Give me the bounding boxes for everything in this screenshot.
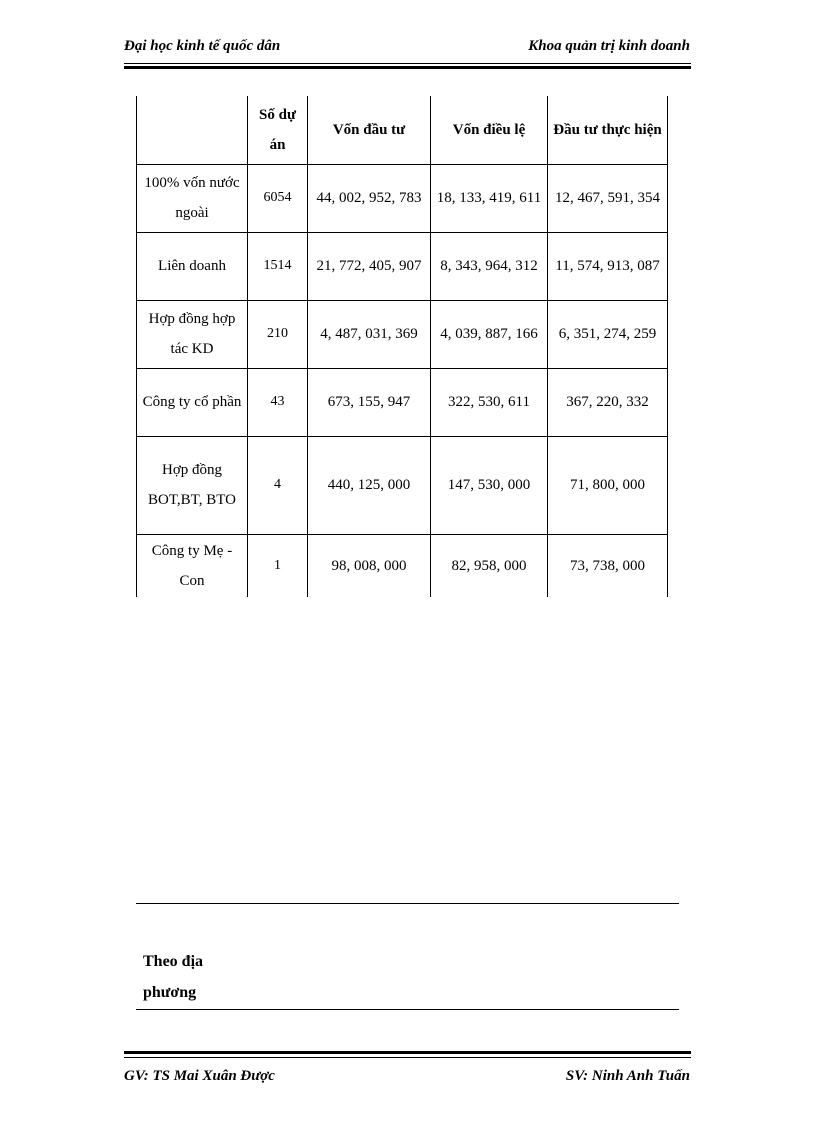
footer-supervisor: GV: TS Mai Xuân Được <box>124 1068 275 1084</box>
header-faculty: Khoa quản trị kinh doanh <box>528 38 690 54</box>
column-header-investment: Vốn đầu tư <box>308 96 431 164</box>
cell-charter: 4, 039, 887, 166 <box>431 300 548 368</box>
cell-charter: 18, 133, 419, 611 <box>431 164 548 232</box>
cell-type: Liên doanh <box>137 232 248 300</box>
column-header-projects: Số dự án <box>248 96 308 164</box>
footer-student: SV: Ninh Anh Tuấn <box>565 1068 690 1084</box>
footer-divider-thick <box>124 1051 691 1054</box>
table-row <box>137 232 668 300</box>
cell-projects: 1 <box>248 534 308 597</box>
cell-realized: 6, 351, 274, 259 <box>548 300 668 368</box>
cell-type: Hợp đồng hợp tác KD <box>137 300 248 368</box>
table-row <box>137 300 668 368</box>
cell-projects: 4 <box>248 436 308 534</box>
cell-investment: 21, 772, 405, 907 <box>308 232 431 300</box>
cell-investment: 44, 002, 952, 783 <box>308 164 431 232</box>
cell-realized: 73, 738, 000 <box>548 534 668 597</box>
cell-projects: 43 <box>248 368 308 436</box>
cell-realized: 71, 800, 000 <box>548 436 668 534</box>
column-header-charter: Vốn điều lệ <box>431 96 548 164</box>
cell-charter: 8, 343, 964, 312 <box>431 232 548 300</box>
table-row <box>137 164 668 232</box>
cell-investment: 98, 008, 000 <box>308 534 431 597</box>
cell-charter: 147, 530, 000 <box>431 436 548 534</box>
cell-realized: 367, 220, 332 <box>548 368 668 436</box>
table-row <box>137 534 668 597</box>
cell-projects: 6054 <box>248 164 308 232</box>
cell-projects: 1514 <box>248 232 308 300</box>
footer-divider-thin <box>124 1057 691 1058</box>
header-divider-thin <box>124 63 691 64</box>
column-header-type <box>137 96 248 164</box>
cell-investment: 440, 125, 000 <box>308 436 431 534</box>
cell-type: 100% vốn nước ngoài <box>137 164 248 232</box>
cell-charter: 322, 530, 611 <box>431 368 548 436</box>
cell-realized: 11, 574, 913, 087 <box>548 232 668 300</box>
cell-type: Công ty cổ phần <box>137 368 248 436</box>
cell-projects: 210 <box>248 300 308 368</box>
table-header-row <box>137 96 668 164</box>
section-divider-bottom <box>136 1009 679 1010</box>
investment-table <box>136 96 668 597</box>
cell-investment: 4, 487, 031, 369 <box>308 300 431 368</box>
table-row <box>137 436 668 534</box>
header-divider-thick <box>124 66 691 69</box>
table-row <box>137 368 668 436</box>
header-university: Đại học kinh tế quốc dân <box>124 38 281 54</box>
section-label: Theo địa phương <box>143 953 204 1001</box>
column-header-realized: Đầu tư thực hiện <box>548 96 668 164</box>
cell-investment: 673, 155, 947 <box>308 368 431 436</box>
cell-realized: 12, 467, 591, 354 <box>548 164 668 232</box>
cell-type: Hợp đồng BOT,BT, BTO <box>137 436 248 534</box>
cell-charter: 82, 958, 000 <box>431 534 548 597</box>
cell-type: Công ty Mẹ - Con <box>137 534 248 597</box>
section-divider-top <box>136 903 679 904</box>
